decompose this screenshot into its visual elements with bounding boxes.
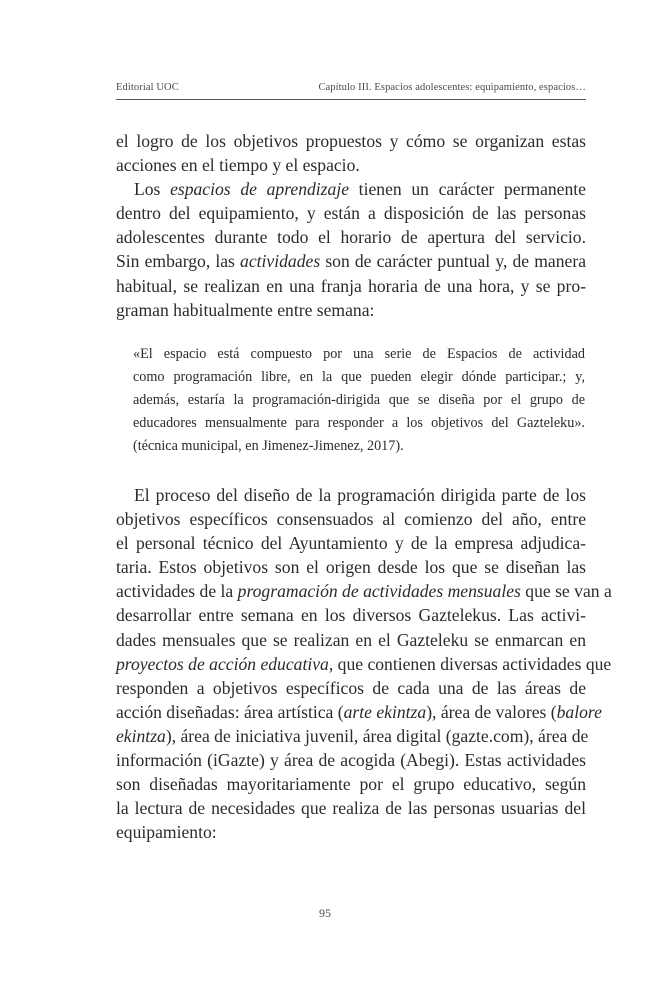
emphasis-term: proyectos de acción educativa [116, 653, 329, 674]
paragraph-programming-process [116, 483, 612, 844]
text-line: información (iGazte) y área de acogida (Abegi). Estas actividades [116, 750, 586, 771]
text-run: ), área de iniciativa juvenil, área digital (gazte.com), área de [165, 725, 589, 746]
text-run: Sin embargo, las [116, 251, 241, 272]
text-line [116, 249, 586, 273]
quote-citation: (técnica municipal, en Jimenez-Jimenez, 2017). [133, 437, 404, 454]
emphasis-term: espacios de aprendizaje [170, 179, 350, 200]
text-line: equipamiento: [116, 822, 217, 843]
text-line [116, 579, 612, 603]
text-line: taria. Estos objetivos son el origen desde los que se diseñan las [116, 557, 586, 578]
text-line: el personal técnico del Ayuntamiento y de la empresa adjudica- [116, 533, 586, 554]
text-run: acción diseñadas: área artística ( [116, 701, 344, 722]
quote-line: «El espacio está compuesto por una serie de Espacios de actividad [133, 346, 585, 362]
block-quote [133, 343, 585, 457]
text-line: objetivos específicos consensuados al comienzo del año, entre [116, 509, 586, 530]
quote-line: además, estaría la programación-dirigida que se diseña por el grupo de [133, 391, 585, 408]
text-line: adolescentes durante todo el horario de apertura del servicio. [116, 227, 586, 248]
emphasis-term: balore [556, 701, 602, 722]
text-run: que se van a [520, 581, 612, 602]
text-line: dades mensuales que se realizan en el Gazteleku se enmarcan en [116, 629, 586, 650]
text-line [116, 177, 586, 201]
text-line: son diseñadas mayoritariamente por el grupo educativo, según [116, 774, 586, 795]
page-number: 95 [319, 906, 331, 920]
text-line [116, 700, 602, 724]
text-run: , que contienen diversas actividades que [328, 653, 612, 674]
quote-line: educadores mensualmente para responder a los objetivos del Gazteleku». [133, 414, 585, 431]
text-line: graman habitualmente entre semana: [116, 299, 375, 320]
paragraph-learning-spaces [116, 177, 586, 322]
text-run: ), área de valores ( [426, 701, 557, 722]
text-line: desarrollar entre semana en los diversos Gaztelekus. Las activi- [116, 605, 586, 626]
text-line: el logro de los objetivos propuestos y cómo se organizan estas [116, 131, 586, 151]
text-line: El proceso del diseño de la programación dirigida parte de los [134, 485, 586, 505]
text-line: acciones en el tiempo y el espacio. [116, 155, 360, 176]
text-line [116, 724, 589, 748]
text-line: dentro del equipamiento, y están a disposición de las personas [116, 203, 586, 224]
text-run: Los [134, 179, 171, 200]
text-line: habitual, se realizan en una franja horaria de una hora, y se pro- [116, 275, 586, 296]
emphasis-term: programación de actividades mensuales [237, 581, 521, 602]
emphasis-term: actividades [240, 251, 321, 272]
emphasis-term: ekintza [116, 725, 166, 746]
text-line: responden a objetivos específicos de cada una de las áreas de [116, 677, 586, 698]
header-rule [116, 99, 586, 100]
emphasis-term: arte ekintza [343, 701, 427, 722]
text-run: tienen un carácter permanente [349, 179, 586, 200]
text-line: la lectura de necesidades que realiza de las personas usuarias del [116, 798, 586, 819]
text-run: actividades de la [116, 581, 238, 602]
header-chapter-title: Capítulo III. Espacios adolescentes: equipamiento, espacios… [318, 82, 586, 93]
quote-line: como programación libre, en la que pueden elegir dónde participar.; y, [133, 368, 585, 385]
text-run: son de carácter puntual y, de manera [320, 251, 587, 272]
paragraph-continuation [116, 129, 586, 177]
text-line [116, 652, 612, 676]
running-header [116, 82, 586, 98]
header-publisher: Editorial UOC [116, 82, 179, 93]
